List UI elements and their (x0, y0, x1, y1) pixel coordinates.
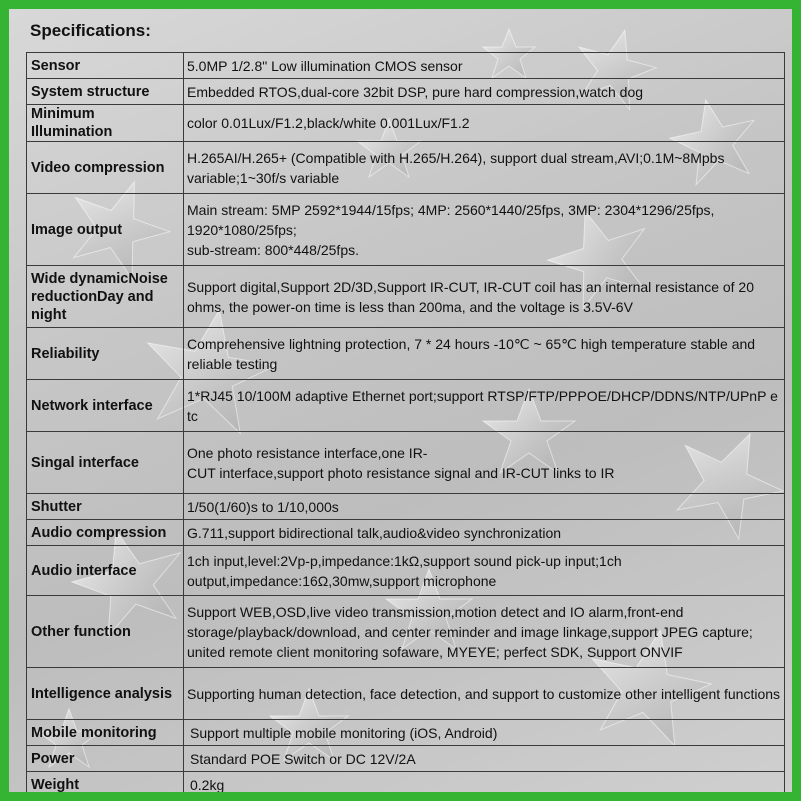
spec-value: 1ch input,level:2Vp-p,impedance:1kΩ,support sound pick-up input;1ch output,impedance:16Ω,30mw,support microphone (184, 546, 785, 596)
spec-table (26, 52, 785, 798)
spec-value: Embedded RTOS,dual-core 32bit DSP, pure hard compression,watch dog (184, 79, 785, 105)
table-row (27, 328, 785, 380)
table-row (27, 494, 785, 520)
table-row (27, 105, 785, 142)
spec-label: Sensor (27, 53, 184, 79)
table-row (27, 720, 785, 746)
spec-value: G.711,support bidirectional talk,audio&video synchronization (184, 520, 785, 546)
table-row (27, 668, 785, 720)
spec-label: Video compression (27, 142, 184, 194)
spec-value: 1/50(1/60)s to 1/10,000s (184, 494, 785, 520)
spec-label: Shutter (27, 494, 184, 520)
spec-label: Reliability (27, 328, 184, 380)
table-row (27, 546, 785, 596)
spec-value: H.265AI/H.265+ (Compatible with H.265/H.264), support dual stream,AVI;0.1M~8Mpbs variable;1~30f/s variable (184, 142, 785, 194)
spec-value: 1*RJ45 10/100M adaptive Ethernet port;support RTSP/FTP/PPPOE/DHCP/DDNS/NTP/UPnP etc (184, 380, 785, 432)
table-row (27, 772, 785, 798)
spec-value: Main stream: 5MP 2592*1944/15fps; 4MP: 2560*1440/25fps, 3MP: 2304*1296/25fps, 1920*1080/25fps; sub-stream: 800*448/25fps. (184, 194, 785, 266)
table-row (27, 432, 785, 494)
spec-label: Intelligence analysis (27, 668, 184, 720)
spec-value: Standard POE Switch or DC 12V/2A (184, 746, 785, 772)
spec-label: Network interface (27, 380, 184, 432)
spec-label: System structure (27, 79, 184, 105)
spec-value: One photo resistance interface,one IR- CUT interface,support photo resistance signal and IR-CUT links to IR (184, 432, 785, 494)
spec-label: Other function (27, 596, 184, 668)
spec-label: Singal interface (27, 432, 184, 494)
spec-label: Power (27, 746, 184, 772)
spec-label: Mobile monitoring (27, 720, 184, 746)
spec-label: Audio compression (27, 520, 184, 546)
spec-value: Support multiple mobile monitoring (iOS, Android) (184, 720, 785, 746)
spec-label: Wide dynamicNoise reductionDay and night (27, 266, 184, 328)
table-row (27, 79, 785, 105)
spec-label: Image output (27, 194, 184, 266)
table-row (27, 194, 785, 266)
spec-value: 5.0MP 1/2.8" Low illumination CMOS sensor (184, 53, 785, 79)
spec-label: Audio interface (27, 546, 184, 596)
spec-value: color 0.01Lux/F1.2,black/white 0.001Lux/F1.2 (184, 105, 785, 142)
page-title: Specifications: (30, 21, 151, 40)
table-row (27, 53, 785, 79)
spec-value: 0.2kg (184, 772, 785, 798)
spec-label: Weight (27, 772, 184, 798)
spec-value: Comprehensive lightning protection, 7 * 24 hours -10℃ ~ 65℃ high temperature stable and reliable testing (184, 328, 785, 380)
spec-value: Support digital,Support 2D/3D,Support IR-CUT, IR-CUT coil has an internal resistance of 20 ohms, the power-on time is less than 200ma, and the voltage is 3.5V-6V (184, 266, 785, 328)
table-row (27, 266, 785, 328)
spec-value: Supporting human detection, face detection, and support to customize other intelligent functions (184, 668, 785, 720)
table-row (27, 142, 785, 194)
table-row (27, 596, 785, 668)
spec-label: Minimum Illumination (27, 105, 184, 142)
table-row (27, 520, 785, 546)
table-row (27, 746, 785, 772)
spec-value: Support WEB,OSD,live video transmission,motion detect and IO alarm,front-end storage/playback/download, and center reminder and image linkage,support JPEG capture; united remote client monitoring sofaware, MYEYE; perfect SDK, Support ONVIF (184, 596, 785, 668)
table-row (27, 380, 785, 432)
